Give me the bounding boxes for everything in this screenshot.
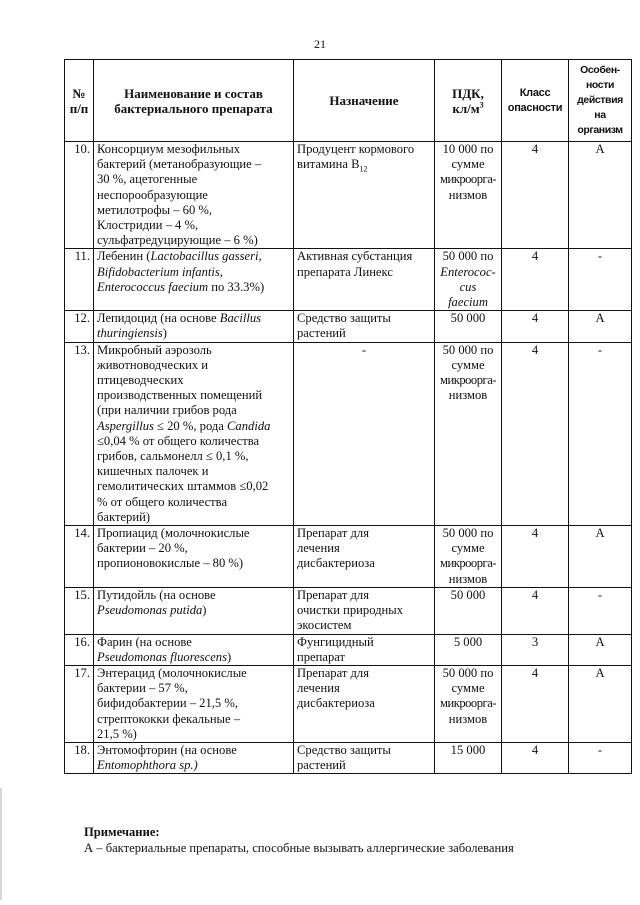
table-row — [65, 587, 632, 634]
header-pdk: ПДК, $кл/м^3$ — [435, 60, 502, 142]
purpose: Препарат для очистки природных экосистем — [294, 587, 435, 634]
purpose: Препарат для лечения дисбактериоза — [294, 665, 435, 742]
table-row — [65, 142, 632, 249]
pdk-value: 10 000 по сумме микроорга- низмов — [435, 142, 502, 249]
scan-edge-mark — [0, 788, 2, 900]
row-number: 10. — [65, 142, 94, 249]
table-row — [65, 665, 632, 742]
pdk-value: 50 000 по Enterococ- cus faecium — [435, 249, 502, 311]
footnote-title: Примечание: — [84, 825, 160, 839]
purpose: Активная субстанция препарата Линекс — [294, 249, 435, 311]
purpose: Продуцент кормового витамина $В_{12}$ — [294, 142, 435, 249]
action-feature: - — [569, 742, 632, 773]
action-feature: - — [569, 342, 632, 525]
header-hazard-class: Класс опасности — [502, 60, 569, 142]
pdk-value: 50 000 по сумме микроорга- низмов — [435, 342, 502, 525]
hazard-class: 4 — [502, 665, 569, 742]
table-row — [65, 634, 632, 665]
row-number: 14. — [65, 526, 94, 588]
hazard-class: 4 — [502, 587, 569, 634]
action-feature: - — [569, 249, 632, 311]
table-row — [65, 249, 632, 311]
hazard-class: 4 — [502, 142, 569, 249]
purpose: Препарат для лечения дисбактериоза — [294, 526, 435, 588]
table-row — [65, 342, 632, 525]
hazard-class: 4 — [502, 311, 569, 342]
table-row — [65, 311, 632, 342]
pdk-value: 50 000 по сумме микроорга- низмов — [435, 526, 502, 588]
preparation-name: Микробный аэрозоль животноводческих и птицеводческих производственных помещений (при наличии грибов рода Aspergillus ≤ 20 %, рода Candida ≤0,04 % от общего количества грибов, сальмонелл ≤ 0,1 %, кишечных палочек и гемолитических штаммов ≤0,02 % от общего количества бактерий) — [94, 342, 294, 525]
purpose: - — [294, 342, 435, 525]
action-feature: А — [569, 665, 632, 742]
pdk-value: 15 000 — [435, 742, 502, 773]
preparation-name: Энтомофторин (на основе Entomophthora sp.) — [94, 742, 294, 773]
row-number: 12. — [65, 311, 94, 342]
table-row — [65, 742, 632, 773]
header-action-features: Особен- ности действия на организм — [569, 60, 632, 142]
header-purpose: Назначение — [294, 60, 435, 142]
preparation-name: Консорциум мезофильных бактерий (метанобразующие – 30 %, ацетогенные неспорообразующие метилотрофы – 60 %, Клостридии – 4 %, сульфатредуцирующие – 6 %) — [94, 142, 294, 249]
pdk-value: 50 000 — [435, 587, 502, 634]
preparation-name: Фарин (на основе Pseudomonas fluorescens) — [94, 634, 294, 665]
pdk-value: 50 000 по сумме микроорга- низмов — [435, 665, 502, 742]
hazard-class: 4 — [502, 342, 569, 525]
purpose: Фунгицидный препарат — [294, 634, 435, 665]
preparation-name: Лебенин (Lactobacillus gasseri, Bifidobacterium infantis, Enterococcus faecium по 33.3%) — [94, 249, 294, 311]
pdk-value: 5 000 — [435, 634, 502, 665]
footnote-text: А – бактериальные препараты, способные вызывать аллергические заболевания — [84, 841, 514, 855]
preparation-name: Пропиацид (молочнокислые бактерии – 20 %, пропионовокислые – 80 %) — [94, 526, 294, 588]
preparation-name: Энтерацид (молочнокислые бактерии – 57 %, бифидобактерии – 21,5 %, стрептококки фекальные – 21,5 %) — [94, 665, 294, 742]
hazard-class: 4 — [502, 249, 569, 311]
action-feature: А — [569, 142, 632, 249]
action-feature: - — [569, 587, 632, 634]
purpose: Средство защиты растений — [294, 742, 435, 773]
action-feature: А — [569, 311, 632, 342]
hazard-class: 4 — [502, 742, 569, 773]
hazard-class: 3 — [502, 634, 569, 665]
pdk-value: 50 000 — [435, 311, 502, 342]
row-number: 16. — [65, 634, 94, 665]
header-number: № п/п — [65, 60, 94, 142]
row-number: 15. — [65, 587, 94, 634]
hazard-class: 4 — [502, 526, 569, 588]
row-number: 17. — [65, 665, 94, 742]
action-feature: А — [569, 526, 632, 588]
row-number: 18. — [65, 742, 94, 773]
header-name: Наименование и состав бактериального препарата — [94, 60, 294, 142]
preparation-name: Лепидоцид (на основе Bacillus thuringiensis) — [94, 311, 294, 342]
table-header-row — [65, 60, 632, 142]
row-number: 11. — [65, 249, 94, 311]
row-number: 13. — [65, 342, 94, 525]
preparation-name: Путидойль (на основе Pseudomonas putida) — [94, 587, 294, 634]
page-number: 21 — [314, 37, 326, 51]
table-row — [65, 526, 632, 588]
purpose: Средство защиты растений — [294, 311, 435, 342]
bacterial-preparations-table — [64, 59, 632, 774]
footnote — [84, 824, 624, 856]
action-feature: А — [569, 634, 632, 665]
